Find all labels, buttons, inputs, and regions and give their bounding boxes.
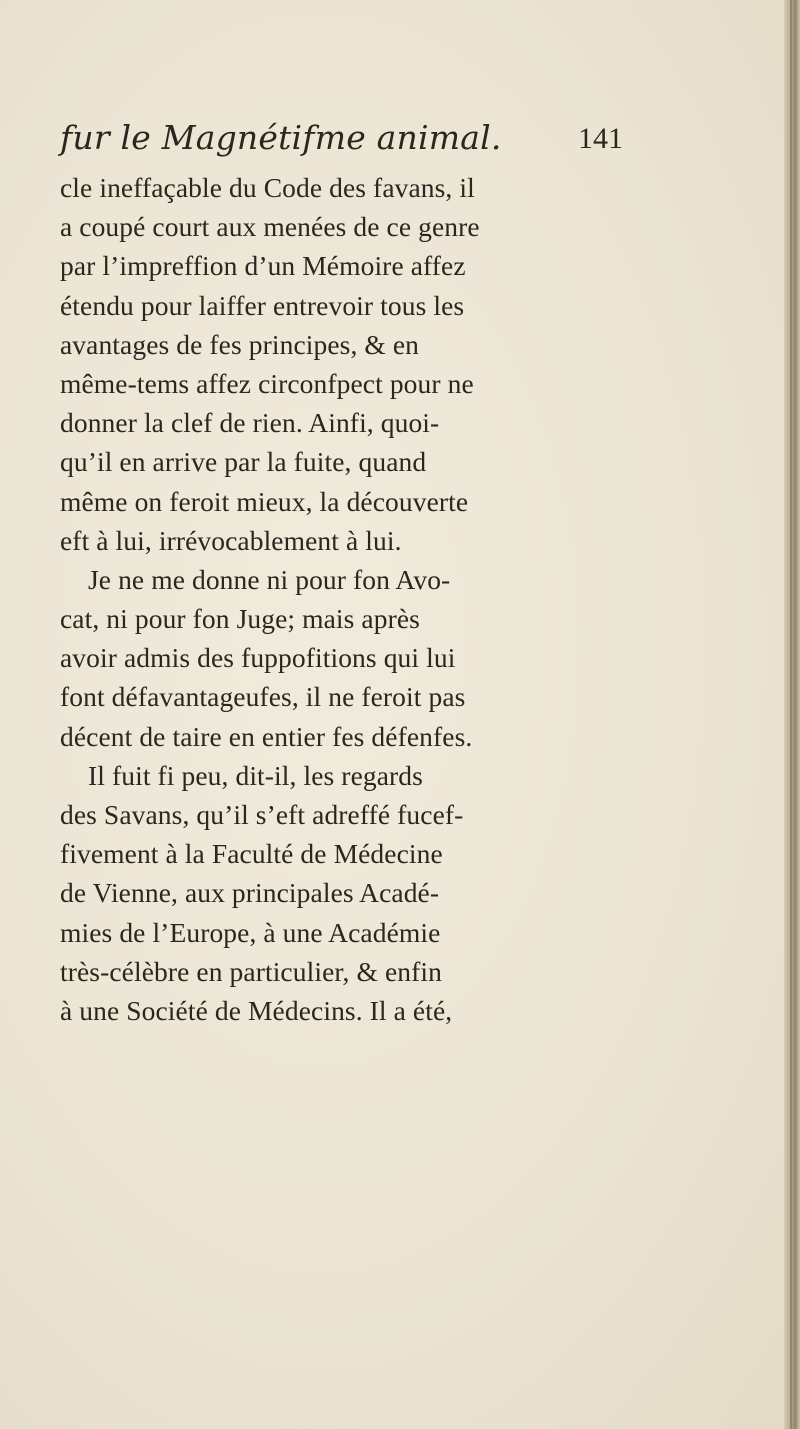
text-line: même on feroit mieux, la découverte	[60, 485, 469, 517]
text-line: décent de taire en entier fes défenfes.	[60, 720, 473, 752]
running-title: fur le Magnétifme animal.	[60, 118, 502, 157]
body-text	[60, 168, 740, 1030]
text-line: cat, ni pour fon Juge; mais après	[60, 603, 420, 635]
text-line: donner la clef de rien. Ainfi, quoi-	[60, 407, 440, 439]
text-line: cle ineffaçable du Code des favans, il	[60, 172, 475, 203]
text-line: Je ne me donne ni pour fon Avo-	[88, 563, 451, 595]
text-line: eft à lui, irrévocablement à lui.	[60, 524, 402, 556]
text-line: font défavantageufes, il ne feroit pas	[60, 681, 466, 713]
text-line: étendu pour laiffer entrevoir tous les	[60, 289, 465, 321]
text-line: fivement à la Faculté de Médecine	[60, 838, 443, 870]
text-line: avantages de fes principes, & en	[60, 328, 420, 360]
text-line: des Savans, qu’il s’eft adreffé fucef-	[60, 799, 464, 830]
text-line: de Vienne, aux principales Acadé-	[60, 877, 440, 909]
text-line: mies de l’Europe, à une Académie	[60, 916, 441, 948]
gutter-shadow	[790, 0, 792, 1429]
page-header	[60, 118, 740, 168]
text-line: très-célèbre en particulier, & enfin	[60, 955, 442, 987]
page-number: 141	[578, 122, 623, 155]
text-line: par l’impreffion d’un Mémoire affez	[60, 250, 466, 282]
text-line: même-tems affez circonfpect pour ne	[60, 367, 474, 399]
text-line: qu’il en arrive par la fuite, quand	[60, 446, 427, 478]
text-line: avoir admis des fuppofitions qui lui	[60, 642, 456, 674]
text-line: Il fuit fi peu, dit-il, les regards	[88, 759, 423, 791]
text-line: à une Société de Médecins. Il a été,	[60, 994, 453, 1026]
page-gutter	[784, 0, 800, 1429]
text-line: a coupé court aux menées de ce genre	[60, 211, 480, 243]
